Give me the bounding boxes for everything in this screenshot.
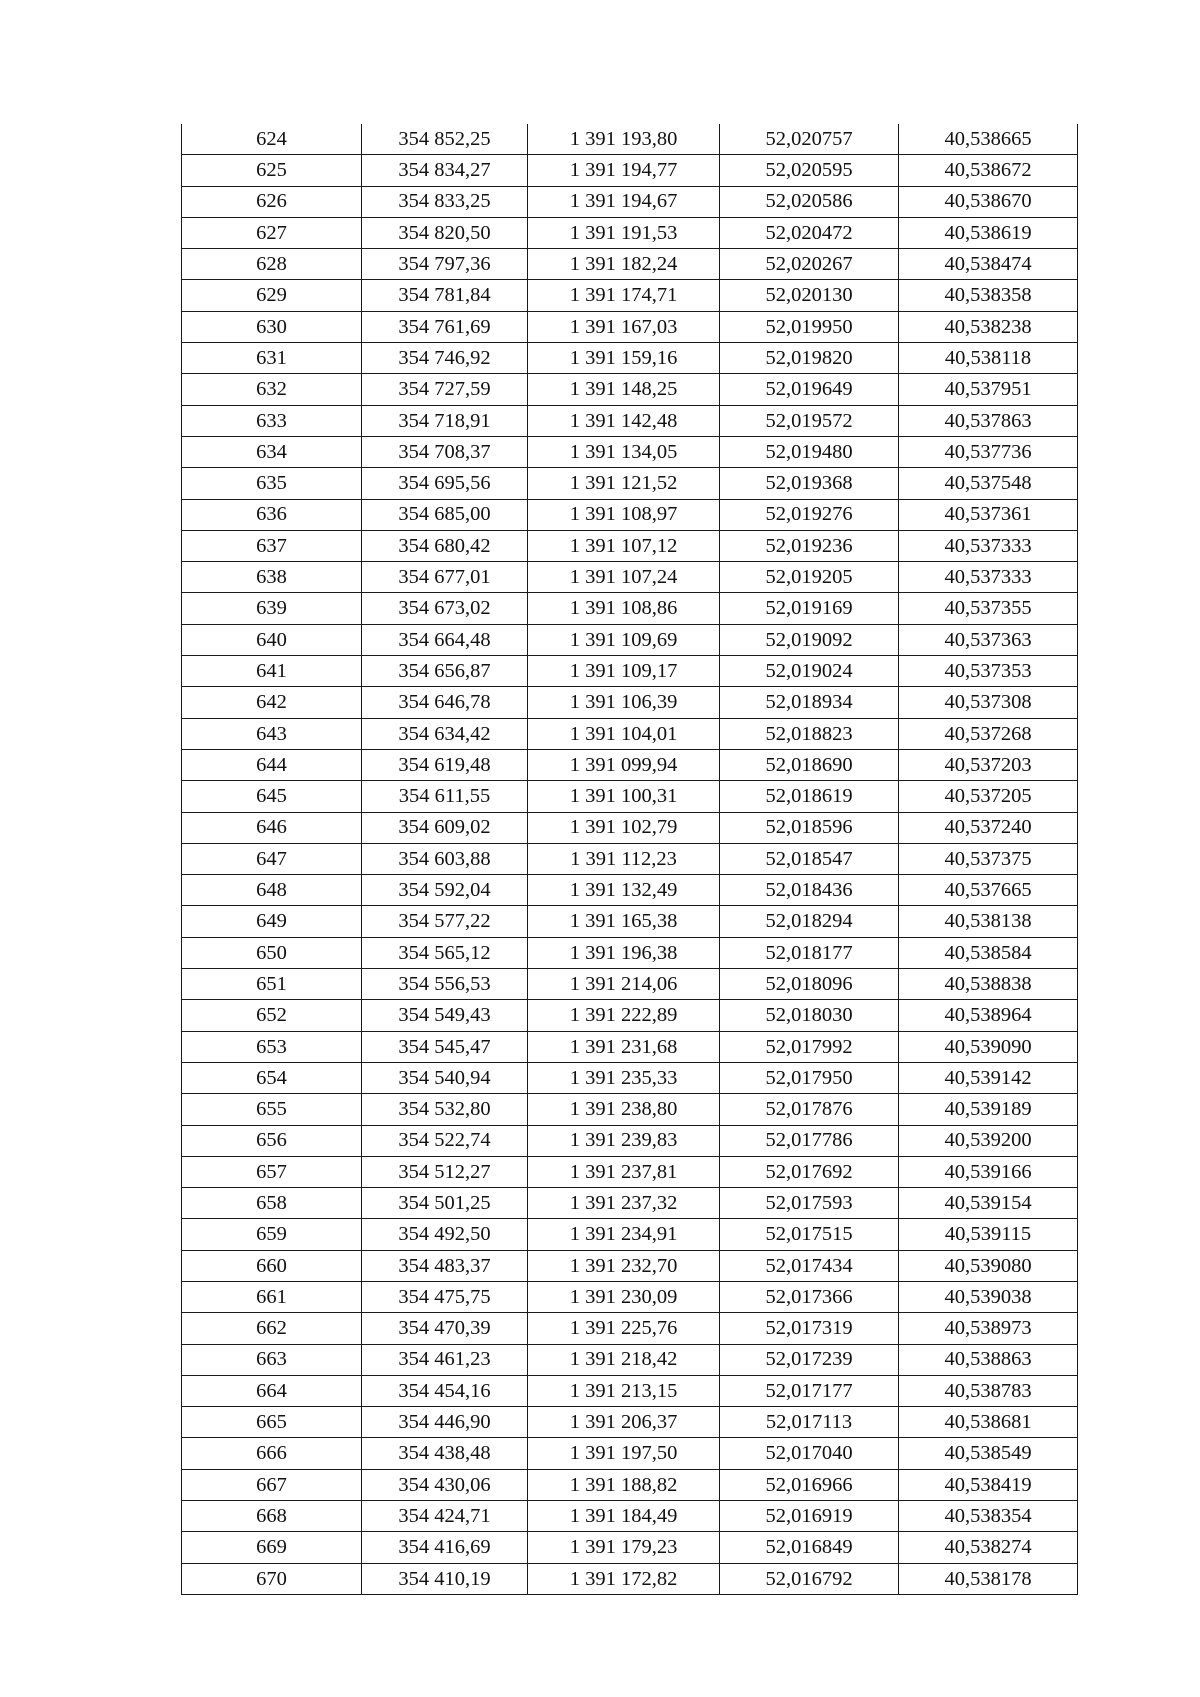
latitude-cell: 52,019205 xyxy=(720,562,899,593)
x-coordinate-cell: 354 708,37 xyxy=(362,436,528,467)
x-coordinate-cell: 354 475,75 xyxy=(362,1281,528,1312)
table-row xyxy=(182,1313,1078,1344)
longitude-cell: 40,537361 xyxy=(899,499,1078,530)
point-number-cell: 633 xyxy=(182,405,362,436)
latitude-cell: 52,017876 xyxy=(720,1094,899,1125)
x-coordinate-cell: 354 410,19 xyxy=(362,1563,528,1594)
latitude-cell: 52,017366 xyxy=(720,1281,899,1312)
y-coordinate-cell: 1 391 232,70 xyxy=(528,1250,720,1281)
longitude-cell: 40,537375 xyxy=(899,843,1078,874)
x-coordinate-cell: 354 446,90 xyxy=(362,1407,528,1438)
x-coordinate-cell: 354 512,27 xyxy=(362,1156,528,1187)
y-coordinate-cell: 1 391 109,17 xyxy=(528,656,720,687)
y-coordinate-cell: 1 391 235,33 xyxy=(528,1062,720,1093)
table-row xyxy=(182,468,1078,499)
x-coordinate-cell: 354 781,84 xyxy=(362,280,528,311)
latitude-cell: 52,020757 xyxy=(720,124,899,155)
longitude-cell: 40,538238 xyxy=(899,311,1078,342)
x-coordinate-cell: 354 438,48 xyxy=(362,1438,528,1469)
table-row xyxy=(182,1469,1078,1500)
table-row xyxy=(182,937,1078,968)
point-number-cell: 647 xyxy=(182,843,362,874)
longitude-cell: 40,538838 xyxy=(899,969,1078,1000)
point-number-cell: 668 xyxy=(182,1501,362,1532)
y-coordinate-cell: 1 391 238,80 xyxy=(528,1094,720,1125)
latitude-cell: 52,017177 xyxy=(720,1375,899,1406)
point-number-cell: 624 xyxy=(182,124,362,155)
table-row xyxy=(182,374,1078,405)
table-row xyxy=(182,405,1078,436)
table-row xyxy=(182,1094,1078,1125)
longitude-cell: 40,538549 xyxy=(899,1438,1078,1469)
x-coordinate-cell: 354 522,74 xyxy=(362,1125,528,1156)
longitude-cell: 40,537333 xyxy=(899,530,1078,561)
y-coordinate-cell: 1 391 100,31 xyxy=(528,781,720,812)
point-number-cell: 649 xyxy=(182,906,362,937)
point-number-cell: 669 xyxy=(182,1532,362,1563)
y-coordinate-cell: 1 391 213,15 xyxy=(528,1375,720,1406)
y-coordinate-cell: 1 391 184,49 xyxy=(528,1501,720,1532)
point-number-cell: 665 xyxy=(182,1407,362,1438)
point-number-cell: 666 xyxy=(182,1438,362,1469)
y-coordinate-cell: 1 391 107,12 xyxy=(528,530,720,561)
x-coordinate-cell: 354 761,69 xyxy=(362,311,528,342)
point-number-cell: 643 xyxy=(182,718,362,749)
x-coordinate-cell: 354 718,91 xyxy=(362,405,528,436)
point-number-cell: 638 xyxy=(182,562,362,593)
table-row xyxy=(182,1501,1078,1532)
longitude-cell: 40,537308 xyxy=(899,687,1078,718)
y-coordinate-cell: 1 391 237,81 xyxy=(528,1156,720,1187)
y-coordinate-cell: 1 391 102,79 xyxy=(528,812,720,843)
x-coordinate-cell: 354 852,25 xyxy=(362,124,528,155)
table-row xyxy=(182,1407,1078,1438)
longitude-cell: 40,537363 xyxy=(899,624,1078,655)
y-coordinate-cell: 1 391 132,49 xyxy=(528,875,720,906)
point-number-cell: 632 xyxy=(182,374,362,405)
longitude-cell: 40,538783 xyxy=(899,1375,1078,1406)
table-row xyxy=(182,875,1078,906)
table-row xyxy=(182,1375,1078,1406)
latitude-cell: 52,016966 xyxy=(720,1469,899,1500)
longitude-cell: 40,537268 xyxy=(899,718,1078,749)
point-number-cell: 658 xyxy=(182,1188,362,1219)
x-coordinate-cell: 354 470,39 xyxy=(362,1313,528,1344)
y-coordinate-cell: 1 391 194,67 xyxy=(528,186,720,217)
latitude-cell: 52,018294 xyxy=(720,906,899,937)
table-row xyxy=(182,217,1078,248)
x-coordinate-cell: 354 501,25 xyxy=(362,1188,528,1219)
y-coordinate-cell: 1 391 239,83 xyxy=(528,1125,720,1156)
table-row xyxy=(182,1281,1078,1312)
longitude-cell: 40,539189 xyxy=(899,1094,1078,1125)
x-coordinate-cell: 354 461,23 xyxy=(362,1344,528,1375)
x-coordinate-cell: 354 545,47 xyxy=(362,1031,528,1062)
point-number-cell: 628 xyxy=(182,249,362,280)
table-row xyxy=(182,687,1078,718)
table-row xyxy=(182,656,1078,687)
latitude-cell: 52,018823 xyxy=(720,718,899,749)
latitude-cell: 52,018619 xyxy=(720,781,899,812)
point-number-cell: 650 xyxy=(182,937,362,968)
longitude-cell: 40,537333 xyxy=(899,562,1078,593)
longitude-cell: 40,538474 xyxy=(899,249,1078,280)
longitude-cell: 40,539142 xyxy=(899,1062,1078,1093)
y-coordinate-cell: 1 391 206,37 xyxy=(528,1407,720,1438)
longitude-cell: 40,538358 xyxy=(899,280,1078,311)
latitude-cell: 52,020586 xyxy=(720,186,899,217)
latitude-cell: 52,016792 xyxy=(720,1563,899,1594)
latitude-cell: 52,020130 xyxy=(720,280,899,311)
y-coordinate-cell: 1 391 225,76 xyxy=(528,1313,720,1344)
x-coordinate-cell: 354 673,02 xyxy=(362,593,528,624)
table-row xyxy=(182,1532,1078,1563)
y-coordinate-cell: 1 391 165,38 xyxy=(528,906,720,937)
x-coordinate-cell: 354 619,48 xyxy=(362,749,528,780)
point-number-cell: 648 xyxy=(182,875,362,906)
table-row xyxy=(182,969,1078,1000)
y-coordinate-cell: 1 391 222,89 xyxy=(528,1000,720,1031)
table-row xyxy=(182,624,1078,655)
point-number-cell: 664 xyxy=(182,1375,362,1406)
latitude-cell: 52,019169 xyxy=(720,593,899,624)
point-number-cell: 642 xyxy=(182,687,362,718)
point-number-cell: 625 xyxy=(182,155,362,186)
y-coordinate-cell: 1 391 188,82 xyxy=(528,1469,720,1500)
longitude-cell: 40,537548 xyxy=(899,468,1078,499)
table-row xyxy=(182,343,1078,374)
x-coordinate-cell: 354 656,87 xyxy=(362,656,528,687)
longitude-cell: 40,537951 xyxy=(899,374,1078,405)
latitude-cell: 52,019092 xyxy=(720,624,899,655)
y-coordinate-cell: 1 391 179,23 xyxy=(528,1532,720,1563)
latitude-cell: 52,018096 xyxy=(720,969,899,1000)
longitude-cell: 40,539115 xyxy=(899,1219,1078,1250)
x-coordinate-cell: 354 565,12 xyxy=(362,937,528,968)
longitude-cell: 40,538672 xyxy=(899,155,1078,186)
longitude-cell: 40,537736 xyxy=(899,436,1078,467)
x-coordinate-cell: 354 833,25 xyxy=(362,186,528,217)
latitude-cell: 52,019649 xyxy=(720,374,899,405)
latitude-cell: 52,017593 xyxy=(720,1188,899,1219)
point-number-cell: 631 xyxy=(182,343,362,374)
table-row xyxy=(182,311,1078,342)
y-coordinate-cell: 1 391 142,48 xyxy=(528,405,720,436)
x-coordinate-cell: 354 424,71 xyxy=(362,1501,528,1532)
point-number-cell: 644 xyxy=(182,749,362,780)
latitude-cell: 52,019480 xyxy=(720,436,899,467)
table-row xyxy=(182,1031,1078,1062)
table-row xyxy=(182,718,1078,749)
table-row xyxy=(182,155,1078,186)
y-coordinate-cell: 1 391 104,01 xyxy=(528,718,720,749)
longitude-cell: 40,539090 xyxy=(899,1031,1078,1062)
latitude-cell: 52,018030 xyxy=(720,1000,899,1031)
x-coordinate-cell: 354 556,53 xyxy=(362,969,528,1000)
point-number-cell: 639 xyxy=(182,593,362,624)
table-row xyxy=(182,906,1078,937)
y-coordinate-cell: 1 391 109,69 xyxy=(528,624,720,655)
table-row xyxy=(182,1563,1078,1594)
point-number-cell: 661 xyxy=(182,1281,362,1312)
longitude-cell: 40,538863 xyxy=(899,1344,1078,1375)
longitude-cell: 40,538274 xyxy=(899,1532,1078,1563)
latitude-cell: 52,019368 xyxy=(720,468,899,499)
point-number-cell: 651 xyxy=(182,969,362,1000)
y-coordinate-cell: 1 391 214,06 xyxy=(528,969,720,1000)
x-coordinate-cell: 354 834,27 xyxy=(362,155,528,186)
longitude-cell: 40,538354 xyxy=(899,1501,1078,1532)
latitude-cell: 52,018436 xyxy=(720,875,899,906)
point-number-cell: 641 xyxy=(182,656,362,687)
longitude-cell: 40,537203 xyxy=(899,749,1078,780)
longitude-cell: 40,538973 xyxy=(899,1313,1078,1344)
table-row xyxy=(182,562,1078,593)
y-coordinate-cell: 1 391 191,53 xyxy=(528,217,720,248)
point-number-cell: 646 xyxy=(182,812,362,843)
table-row xyxy=(182,530,1078,561)
latitude-cell: 52,019950 xyxy=(720,311,899,342)
x-coordinate-cell: 354 603,88 xyxy=(362,843,528,874)
x-coordinate-cell: 354 746,92 xyxy=(362,343,528,374)
point-number-cell: 663 xyxy=(182,1344,362,1375)
x-coordinate-cell: 354 611,55 xyxy=(362,781,528,812)
x-coordinate-cell: 354 727,59 xyxy=(362,374,528,405)
y-coordinate-cell: 1 391 193,80 xyxy=(528,124,720,155)
point-number-cell: 662 xyxy=(182,1313,362,1344)
latitude-cell: 52,019276 xyxy=(720,499,899,530)
longitude-cell: 40,539166 xyxy=(899,1156,1078,1187)
latitude-cell: 52,017434 xyxy=(720,1250,899,1281)
longitude-cell: 40,538584 xyxy=(899,937,1078,968)
latitude-cell: 52,018934 xyxy=(720,687,899,718)
x-coordinate-cell: 354 430,06 xyxy=(362,1469,528,1500)
y-coordinate-cell: 1 391 196,38 xyxy=(528,937,720,968)
x-coordinate-cell: 354 540,94 xyxy=(362,1062,528,1093)
longitude-cell: 40,539200 xyxy=(899,1125,1078,1156)
longitude-cell: 40,538670 xyxy=(899,186,1078,217)
latitude-cell: 52,016919 xyxy=(720,1501,899,1532)
latitude-cell: 52,018177 xyxy=(720,937,899,968)
point-number-cell: 637 xyxy=(182,530,362,561)
latitude-cell: 52,017239 xyxy=(720,1344,899,1375)
y-coordinate-cell: 1 391 148,25 xyxy=(528,374,720,405)
table-row xyxy=(182,1250,1078,1281)
point-number-cell: 629 xyxy=(182,280,362,311)
latitude-cell: 52,016849 xyxy=(720,1532,899,1563)
table-row xyxy=(182,1219,1078,1250)
longitude-cell: 40,538665 xyxy=(899,124,1078,155)
latitude-cell: 52,017319 xyxy=(720,1313,899,1344)
latitude-cell: 52,017992 xyxy=(720,1031,899,1062)
latitude-cell: 52,017950 xyxy=(720,1062,899,1093)
table-row xyxy=(182,1062,1078,1093)
longitude-cell: 40,537355 xyxy=(899,593,1078,624)
longitude-cell: 40,538138 xyxy=(899,906,1078,937)
latitude-cell: 52,017515 xyxy=(720,1219,899,1250)
y-coordinate-cell: 1 391 194,77 xyxy=(528,155,720,186)
y-coordinate-cell: 1 391 167,03 xyxy=(528,311,720,342)
x-coordinate-cell: 354 492,50 xyxy=(362,1219,528,1250)
latitude-cell: 52,020595 xyxy=(720,155,899,186)
table-row xyxy=(182,1125,1078,1156)
latitude-cell: 52,019572 xyxy=(720,405,899,436)
x-coordinate-cell: 354 577,22 xyxy=(362,906,528,937)
x-coordinate-cell: 354 634,42 xyxy=(362,718,528,749)
table-row xyxy=(182,843,1078,874)
longitude-cell: 40,537863 xyxy=(899,405,1078,436)
y-coordinate-cell: 1 391 197,50 xyxy=(528,1438,720,1469)
x-coordinate-cell: 354 646,78 xyxy=(362,687,528,718)
longitude-cell: 40,538681 xyxy=(899,1407,1078,1438)
longitude-cell: 40,538178 xyxy=(899,1563,1078,1594)
table-row xyxy=(182,1344,1078,1375)
table-row xyxy=(182,280,1078,311)
x-coordinate-cell: 354 820,50 xyxy=(362,217,528,248)
longitude-cell: 40,538964 xyxy=(899,1000,1078,1031)
y-coordinate-cell: 1 391 231,68 xyxy=(528,1031,720,1062)
table-row xyxy=(182,436,1078,467)
x-coordinate-cell: 354 609,02 xyxy=(362,812,528,843)
x-coordinate-cell: 354 549,43 xyxy=(362,1000,528,1031)
latitude-cell: 52,020267 xyxy=(720,249,899,280)
table-row xyxy=(182,249,1078,280)
point-number-cell: 626 xyxy=(182,186,362,217)
point-number-cell: 654 xyxy=(182,1062,362,1093)
point-number-cell: 630 xyxy=(182,311,362,342)
latitude-cell: 52,018596 xyxy=(720,812,899,843)
y-coordinate-cell: 1 391 108,86 xyxy=(528,593,720,624)
longitude-cell: 40,539038 xyxy=(899,1281,1078,1312)
table-row xyxy=(182,1156,1078,1187)
y-coordinate-cell: 1 391 172,82 xyxy=(528,1563,720,1594)
y-coordinate-cell: 1 391 218,42 xyxy=(528,1344,720,1375)
longitude-cell: 40,537665 xyxy=(899,875,1078,906)
x-coordinate-cell: 354 680,42 xyxy=(362,530,528,561)
point-number-cell: 656 xyxy=(182,1125,362,1156)
longitude-cell: 40,537353 xyxy=(899,656,1078,687)
latitude-cell: 52,020472 xyxy=(720,217,899,248)
y-coordinate-cell: 1 391 182,24 xyxy=(528,249,720,280)
x-coordinate-cell: 354 695,56 xyxy=(362,468,528,499)
point-number-cell: 640 xyxy=(182,624,362,655)
table-row xyxy=(182,1438,1078,1469)
table-row xyxy=(182,499,1078,530)
latitude-cell: 52,017113 xyxy=(720,1407,899,1438)
point-number-cell: 655 xyxy=(182,1094,362,1125)
point-number-cell: 659 xyxy=(182,1219,362,1250)
y-coordinate-cell: 1 391 112,23 xyxy=(528,843,720,874)
table-row xyxy=(182,812,1078,843)
table-row xyxy=(182,124,1078,155)
y-coordinate-cell: 1 391 107,24 xyxy=(528,562,720,593)
y-coordinate-cell: 1 391 234,91 xyxy=(528,1219,720,1250)
table-row xyxy=(182,186,1078,217)
longitude-cell: 40,537240 xyxy=(899,812,1078,843)
longitude-cell: 40,538118 xyxy=(899,343,1078,374)
latitude-cell: 52,019024 xyxy=(720,656,899,687)
y-coordinate-cell: 1 391 230,09 xyxy=(528,1281,720,1312)
x-coordinate-cell: 354 685,00 xyxy=(362,499,528,530)
latitude-cell: 52,017040 xyxy=(720,1438,899,1469)
point-number-cell: 667 xyxy=(182,1469,362,1500)
y-coordinate-cell: 1 391 159,16 xyxy=(528,343,720,374)
latitude-cell: 52,019236 xyxy=(720,530,899,561)
latitude-cell: 52,019820 xyxy=(720,343,899,374)
x-coordinate-cell: 354 677,01 xyxy=(362,562,528,593)
y-coordinate-cell: 1 391 106,39 xyxy=(528,687,720,718)
x-coordinate-cell: 354 416,69 xyxy=(362,1532,528,1563)
longitude-cell: 40,539154 xyxy=(899,1188,1078,1219)
y-coordinate-cell: 1 391 121,52 xyxy=(528,468,720,499)
point-number-cell: 645 xyxy=(182,781,362,812)
longitude-cell: 40,538419 xyxy=(899,1469,1078,1500)
table-row xyxy=(182,781,1078,812)
longitude-cell: 40,538619 xyxy=(899,217,1078,248)
longitude-cell: 40,537205 xyxy=(899,781,1078,812)
point-number-cell: 652 xyxy=(182,1000,362,1031)
point-number-cell: 627 xyxy=(182,217,362,248)
table-row xyxy=(182,1000,1078,1031)
x-coordinate-cell: 354 532,80 xyxy=(362,1094,528,1125)
coordinates-table-body xyxy=(182,124,1078,1594)
table-row xyxy=(182,1188,1078,1219)
x-coordinate-cell: 354 797,36 xyxy=(362,249,528,280)
y-coordinate-cell: 1 391 174,71 xyxy=(528,280,720,311)
y-coordinate-cell: 1 391 134,05 xyxy=(528,436,720,467)
y-coordinate-cell: 1 391 108,97 xyxy=(528,499,720,530)
table-row xyxy=(182,749,1078,780)
x-coordinate-cell: 354 592,04 xyxy=(362,875,528,906)
point-number-cell: 660 xyxy=(182,1250,362,1281)
latitude-cell: 52,018547 xyxy=(720,843,899,874)
latitude-cell: 52,017692 xyxy=(720,1156,899,1187)
y-coordinate-cell: 1 391 099,94 xyxy=(528,749,720,780)
latitude-cell: 52,017786 xyxy=(720,1125,899,1156)
point-number-cell: 634 xyxy=(182,436,362,467)
y-coordinate-cell: 1 391 237,32 xyxy=(528,1188,720,1219)
x-coordinate-cell: 354 454,16 xyxy=(362,1375,528,1406)
latitude-cell: 52,018690 xyxy=(720,749,899,780)
point-number-cell: 670 xyxy=(182,1563,362,1594)
coordinates-table xyxy=(181,124,1078,1595)
table-row xyxy=(182,593,1078,624)
point-number-cell: 657 xyxy=(182,1156,362,1187)
point-number-cell: 636 xyxy=(182,499,362,530)
longitude-cell: 40,539080 xyxy=(899,1250,1078,1281)
x-coordinate-cell: 354 664,48 xyxy=(362,624,528,655)
x-coordinate-cell: 354 483,37 xyxy=(362,1250,528,1281)
point-number-cell: 635 xyxy=(182,468,362,499)
point-number-cell: 653 xyxy=(182,1031,362,1062)
